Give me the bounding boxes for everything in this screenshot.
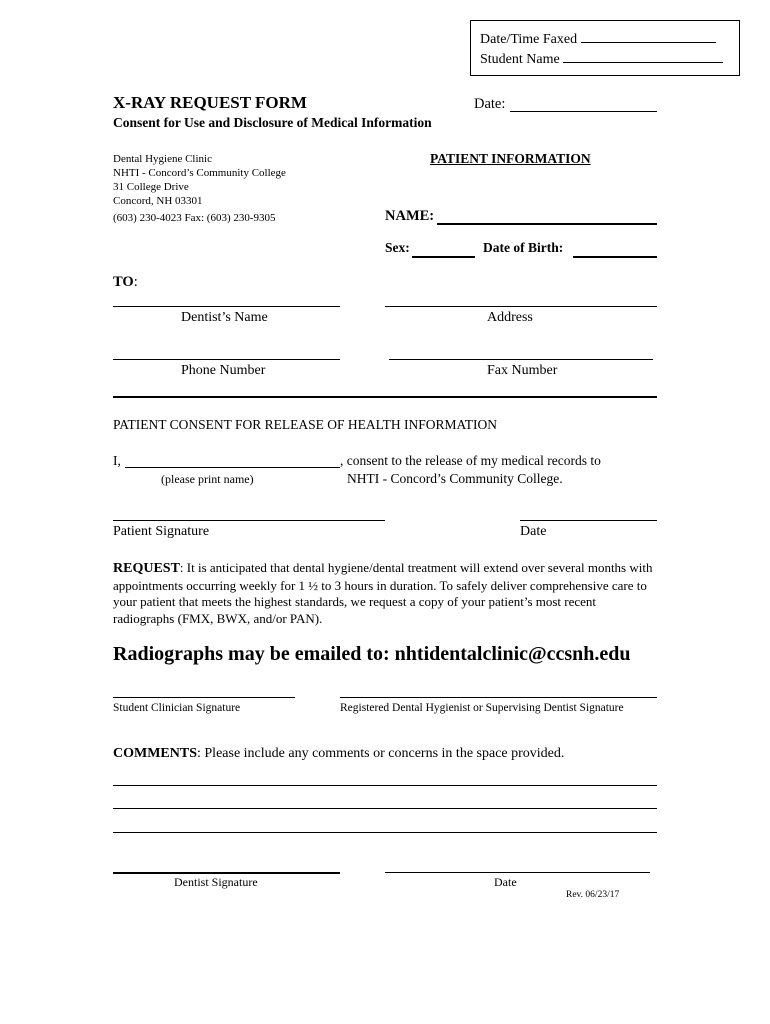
form-title: X-RAY REQUEST FORM [113,93,307,112]
consent-heading: PATIENT CONSENT FOR RELEASE OF HEALTH INFORMATION [113,417,498,432]
clinic-street: 31 College Drive [113,181,189,193]
request-paragraph [113,560,658,627]
date-field[interactable] [510,111,657,112]
sex-field[interactable] [412,256,475,258]
clinic-name: Dental Hygiene Clinic [113,153,212,165]
request-text: : It is anticipated that dental hygiene/dental treatment will extend over several months with appointments occurring weekly for 1 ½ to 3 hours in duration. To safely deliver comprehensive care to your patient that meets the highest standards, we request a copy of your patient’s most recent radiographs (FMX, BWX, and/or PAN). [113,560,653,626]
print-name-field[interactable] [125,467,340,468]
dentist-signature-date-field[interactable] [385,872,650,873]
consent-college: NHTI - Concord’s Community College. [347,471,563,486]
patient-info-heading: PATIENT INFORMATION [430,151,591,166]
comments-line-3[interactable] [113,832,657,833]
to-text: TO [113,274,134,290]
fax-info-box [470,20,740,76]
comments-line-1[interactable] [113,785,657,786]
patient-name-label: NAME: [385,208,435,224]
dentist-signature-caption: Dentist Signature [174,875,258,889]
comments-line-2[interactable] [113,808,657,809]
student-name-label: Student Name [480,52,560,67]
date-time-faxed-label: Date/Time Faxed [480,32,578,47]
revision-note: Rev. 06/23/17 [566,890,620,900]
consent-i-prefix: I, [113,453,121,468]
clinic-college: NHTI - Concord’s Community College [113,167,286,179]
student-name-field[interactable] [563,48,723,63]
fax-number-field[interactable] [389,359,653,360]
fax-number-caption: Fax Number [487,363,558,378]
registered-hygienist-signature-field[interactable] [340,697,657,698]
phone-number-field[interactable] [113,359,340,360]
student-clinician-signature-field[interactable] [113,697,295,698]
consent-statement: , consent to the release of my medical records to [340,453,601,468]
address-caption: Address [487,310,533,325]
registered-hygienist-caption: Registered Dental Hygienist or Supervising Dentist Signature [340,702,624,714]
phone-number-caption: Phone Number [181,363,266,378]
request-label: REQUEST [113,561,180,576]
date-label: Date: [474,96,506,112]
patient-signature-caption: Patient Signature [113,524,210,539]
section-divider [113,396,657,398]
form-subtitle: Consent for Use and Disclosure of Medical Information [113,115,432,130]
student-clinician-caption: Student Clinician Signature [113,702,241,714]
address-field[interactable] [385,306,657,307]
patient-signature-field[interactable] [113,520,385,521]
clinic-phone-fax: (603) 230-4023 Fax: (603) 230-9305 [113,212,276,224]
to-label [113,274,138,291]
dentist-signature-date-caption: Date [494,875,517,889]
dob-label: Date of Birth: [483,240,564,255]
email-instruction: Radiographs may be emailed to: nhtidentalclinic@ccsnh.edu [113,643,631,665]
dob-field[interactable] [573,256,657,258]
patient-signature-date-caption: Date [520,524,547,539]
dentist-name-field[interactable] [113,306,340,307]
patient-signature-date-field[interactable] [520,520,657,521]
patient-name-field[interactable] [437,223,657,225]
date-time-faxed-row [480,28,716,48]
date-time-faxed-field[interactable] [581,28,716,43]
comments-instruction [113,746,564,762]
comments-text: : Please include any comments or concerns in the space provided. [197,746,565,761]
clinic-city: Concord, NH 03301 [113,195,203,207]
student-name-row [480,48,723,68]
dentist-signature-field[interactable] [113,872,340,874]
sex-label: Sex: [385,240,410,255]
comments-label: COMMENTS [113,746,197,761]
dentist-name-caption: Dentist’s Name [181,310,268,325]
to-colon: : [133,274,138,290]
print-name-hint: (please print name) [161,472,254,486]
